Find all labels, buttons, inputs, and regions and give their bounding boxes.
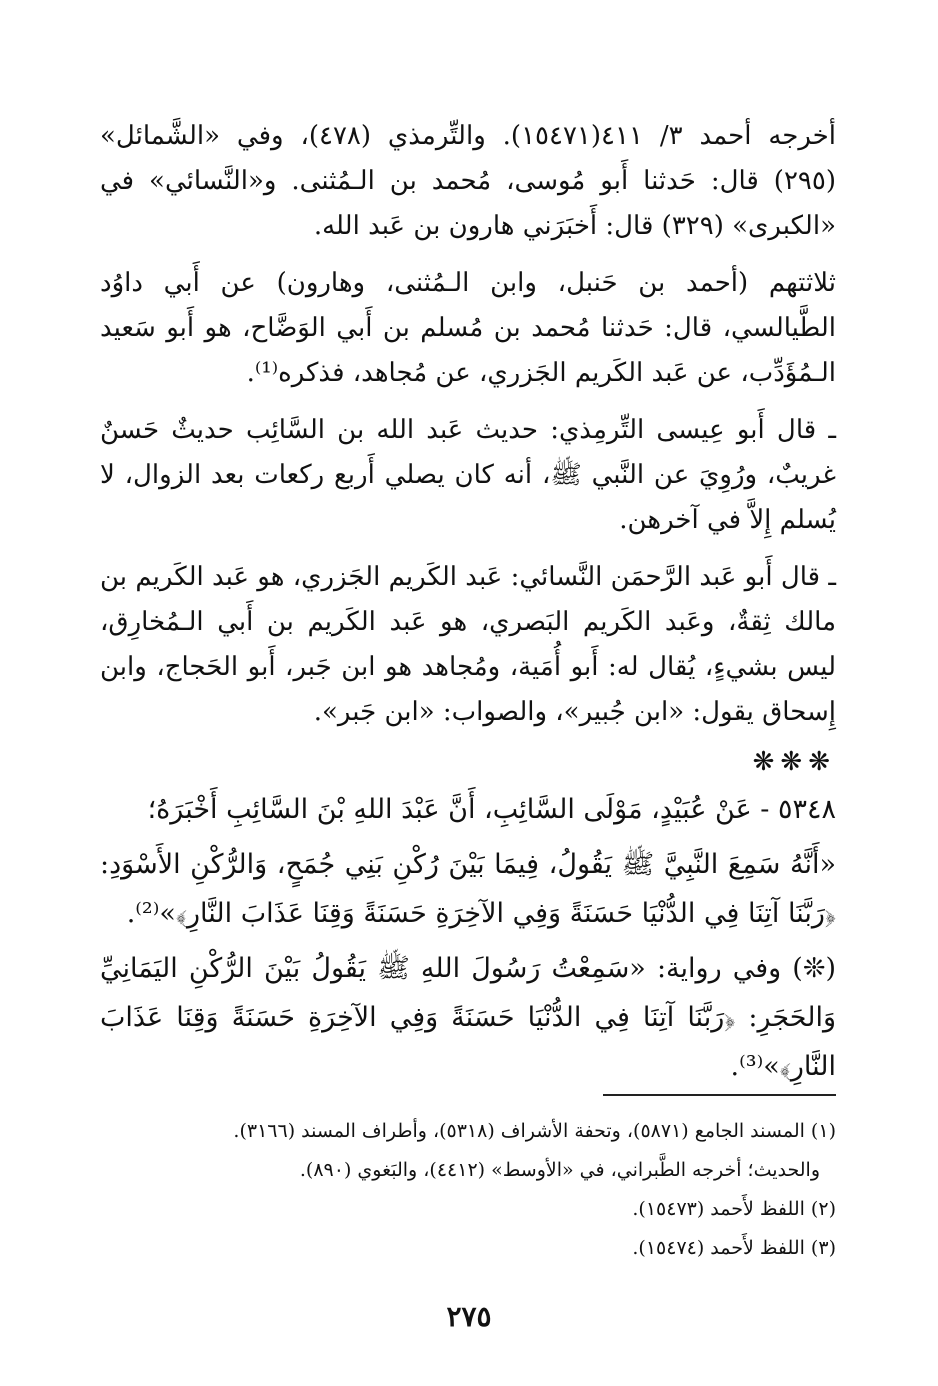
footnote-3: (٣) اللفظ لأَحمد (١٥٤٧٤). [632,1237,836,1259]
section-separator-stars: ❋❋❋ [752,747,836,777]
footnote-divider [603,1094,836,1096]
takhrij-paragraph: أخرجه أحمد ٣/ ٤١١(١٥٤٧١). والتِّرمذي (٤٧٨)، وفي «الشَّمائل» (٢٩٥) قال: حَدثنا أَبو مُوسى، مُحمد بن الـمُثنى. و«النَّسائي» في «الكبرى» (٣٢٩) قال: أَخبَرَني هارون بن عَبد الله. [100,121,836,241]
hadith-variant: (❊) وفي رواية: «سَمِعْتُ رَسُولَ اللهِ ﷺ يَقُولُ بَيْنَ الرُّكْنِ اليَمَانِيِّ وَالحَجَرِ: ﴿رَبَّنَا آتِنَا فِي الدُّنْيَا حَسَنَةً وَفِي الآخِرَةِ حَسَنَةً وَقِنَا عَذَابَ النَّارِ﴾»⁽³⁾. [100,953,836,1082]
footnote-1-continuation: والحديث؛ أخرجه الطَّبراني، في «الأوسط» (٤٤١٢)، والبَغوي (٨٩٠). [299,1159,820,1181]
tirmidhi-comment: ـ قال أَبو عِيسى التِّرمِذي: حديث عَبد الله بن السَّائِب حديثٌ حَسنٌ غريبٌ، ورُوِيَ عن النَّبي ﷺ، أنه كان يصلي أَربع ركعات بعد الزوال، لا يُسلم إِلاَّ في آخرهن. [100,415,836,535]
footnotes [100,1112,836,1268]
page-number: ٢٧٥ [446,1300,492,1333]
hadith-heading: ٥٣٤٨ - عَنْ عُبَيْدٍ، مَوْلَى السَّائِبِ، أَنَّ عَبْدَ اللهِ بْنَ السَّائِبِ أَخْبَرَهُ؛ [147,794,836,825]
nasai-comment: ـ قال أَبو عَبد الرَّحمَن النَّسائي: عَبد الكَريم الجَزري، هو عَبد الكَريم بن مالك ثِقةٌ، وعَبد الكَريم البَصري، هو عَبد الكَريم بن أَبي الـمُخارِق، ليس بشيءٍ، يُقال له: أَبو أُمَية، ومُجاهد هو ابن جَبر، أَبو الحَجاج، وابن إِسحاق يقول: «ابن جُبير»، والصواب: «ابن جَبر». [100,562,836,727]
main-text [100,114,836,1097]
footnote-2: (٢) اللفظ لأَحمد (١٥٤٧٣). [632,1198,836,1220]
hadith-text: «أَنَّهُ سَمِعَ النَّبِيَّ ﷺ يَقُولُ، فِيمَا بَيْنَ رُكْنِ بَنِي جُمَحٍ، وَالرُّكْنِ الأَسْوَدِ: ﴿رَبَّنَا آتِنَا فِي الدُّنْيَا حَسَنَةً وَفِي الآخِرَةِ حَسَنَةً وَقِنَا عَذَابَ النَّارِ﴾»⁽²⁾. [100,849,836,929]
isnad-paragraph: ثلاثتهم (أحمد بن حَنبل، وابن الـمُثنى، وهارون) عن أَبي داوُد الطَّيالسي، قال: حَدثنا مُحمد بن مُسلم بن أَبي الوَضَّاح، هو أَبو سَعيد الـمُؤَدِّب، عن عَبد الكَريم الجَزري، عن مُجاهد، فذكره⁽¹⁾. [100,268,836,388]
footnote-1: (١) المسند الجامع (٥٨٧١)، وتحفة الأشراف (٥٣١٨)، وأطراف المسند (٣١٦٦). [233,1120,836,1142]
